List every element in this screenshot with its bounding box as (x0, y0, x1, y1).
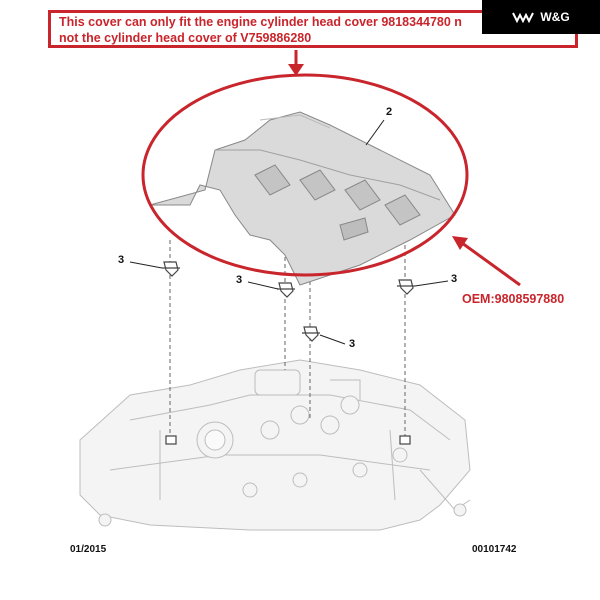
arrow-down-icon (288, 50, 304, 76)
callout-screw-mid: 3 (236, 274, 243, 286)
engine-head-drawing (80, 360, 470, 530)
notice-line-2: not the cylinder head cover of V759886280 (59, 31, 312, 45)
callout-part-2: 2 (386, 106, 393, 118)
callout-screw-lower: 3 (349, 338, 356, 350)
footer-drawing-code: 00101742 (472, 544, 517, 555)
callout-screw-left: 3 (118, 254, 125, 266)
oem-part-number: OEM:9808597880 (462, 292, 565, 306)
arrow-oem-icon (452, 236, 520, 285)
notice-line-1: This cover can only fit the engine cylinder head cover 9818344780 n (59, 15, 462, 29)
engine-cover-drawing (150, 112, 458, 285)
brand-name: W&G (540, 10, 570, 24)
footer-date-code: 01/2015 (70, 544, 107, 555)
callout-screw-right: 3 (451, 273, 458, 285)
